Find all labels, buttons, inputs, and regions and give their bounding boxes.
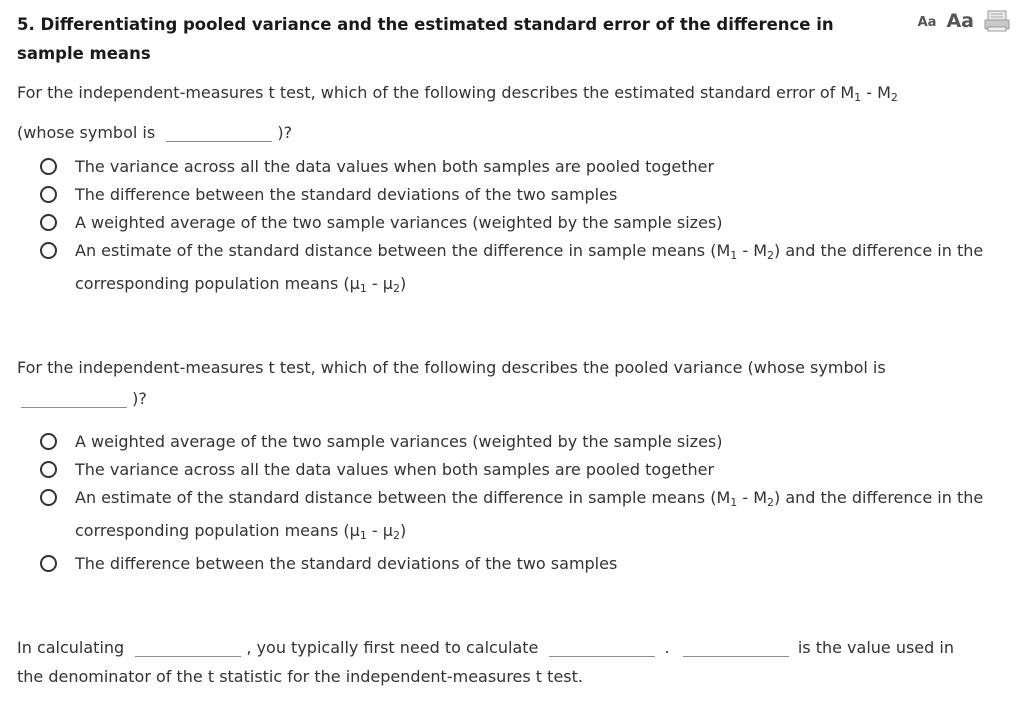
q1-option-3[interactable]	[40, 209, 1015, 237]
option-label: The difference between the standard deviations of the two samples	[75, 185, 618, 204]
q2-option-4[interactable]	[40, 550, 1015, 578]
option-label: The variance across all the data values when both samples are pooled together	[75, 157, 715, 176]
q2-option-2[interactable]	[40, 456, 1015, 484]
question-1-line-2	[17, 118, 1007, 147]
fill-blank-2[interactable]	[549, 638, 655, 657]
period-text: .	[664, 638, 670, 657]
option-text-part: )	[399, 274, 407, 293]
subscript: 2	[392, 282, 400, 295]
subscript: 2	[767, 249, 774, 262]
question-2-options	[40, 428, 1015, 578]
option-label: A weighted average of the two sample variances (weighted by the sample sizes)	[75, 432, 723, 451]
option-text-part: - M	[737, 241, 767, 260]
option-label	[75, 237, 1015, 303]
subscript: 1	[730, 496, 738, 509]
question-1-line-1	[17, 78, 1007, 112]
radio-button[interactable]	[40, 214, 57, 231]
subscript: 2	[890, 91, 898, 104]
radio-button[interactable]	[40, 489, 57, 506]
question-title: 5. Differentiating pooled variance and the estimated standard error of the difference in sample means	[17, 15, 834, 63]
first-calculate-text: , you typically first need to calculate	[246, 638, 539, 657]
subscript: 1	[359, 529, 367, 542]
q1-option-4[interactable]	[40, 237, 1015, 303]
increase-font-button[interactable]: Aa	[946, 10, 974, 32]
option-label: The variance across all the data values when both samples are pooled together	[75, 460, 715, 479]
option-text-part: ) and the difference in the corresponding population means (μ	[75, 488, 984, 540]
question-1-options	[40, 153, 1015, 303]
in-calculating-text: In calculating	[17, 638, 125, 657]
subscript: 2	[767, 496, 774, 509]
print-icon[interactable]	[984, 10, 1010, 32]
value-used-text: is the value used in	[797, 638, 954, 657]
q1-option-2[interactable]	[40, 181, 1015, 209]
question-end-text: )?	[277, 123, 293, 142]
font-tools	[918, 10, 1010, 32]
option-text-part: - M	[737, 488, 767, 507]
radio-button[interactable]	[40, 433, 57, 450]
whose-symbol-label: (whose symbol is	[17, 123, 156, 142]
q2-option-1[interactable]	[40, 428, 1015, 456]
subscript: 1	[359, 282, 367, 295]
question-end-text: )?	[132, 389, 147, 408]
subscript: 2	[392, 529, 400, 542]
q1-option-1[interactable]	[40, 153, 1015, 181]
option-text-part: - μ	[366, 274, 393, 293]
option-text-part: ) and the difference in the corresponding population means (μ	[75, 241, 984, 293]
fill-blank-1[interactable]	[135, 638, 241, 657]
option-text-part: )	[399, 521, 407, 540]
radio-button[interactable]	[40, 186, 57, 203]
symbol-blank-1[interactable]	[166, 123, 272, 142]
decrease-font-button[interactable]: Aa	[917, 15, 937, 30]
minus-m-text: - M	[861, 83, 891, 102]
question-2-prompt	[17, 353, 1007, 413]
option-text-part: An estimate of the standard distance between the difference in sample means (M	[75, 241, 731, 260]
option-label	[75, 484, 1015, 550]
subscript: 1	[854, 91, 862, 104]
question-3-prompt	[17, 633, 1007, 691]
symbol-blank-2[interactable]	[21, 389, 127, 408]
option-text-part: An estimate of the standard distance between the difference in sample means (M	[75, 488, 731, 507]
radio-button[interactable]	[40, 158, 57, 175]
radio-button[interactable]	[40, 242, 57, 259]
question-3-line-1	[17, 633, 1007, 662]
question-1-text: For the independent-measures t test, which of the following describes the estimated standard error of M	[17, 83, 855, 102]
question-2-line-2	[17, 384, 1007, 413]
fill-blank-3[interactable]	[683, 638, 789, 657]
question-2-text: For the independent-measures t test, which of the following describes the pooled variance (whose symbol is	[17, 358, 886, 377]
option-text-part: - μ	[366, 521, 393, 540]
subscript: 1	[730, 249, 738, 262]
question-1-prompt	[17, 78, 1007, 147]
option-label: A weighted average of the two sample variances (weighted by the sample sizes)	[75, 213, 723, 232]
radio-button[interactable]	[40, 555, 57, 572]
q2-option-3[interactable]	[40, 484, 1015, 550]
question-3-line-2: the denominator of the t statistic for the independent-measures t test.	[17, 667, 583, 686]
radio-button[interactable]	[40, 461, 57, 478]
option-label: The difference between the standard deviations of the two samples	[75, 554, 618, 573]
